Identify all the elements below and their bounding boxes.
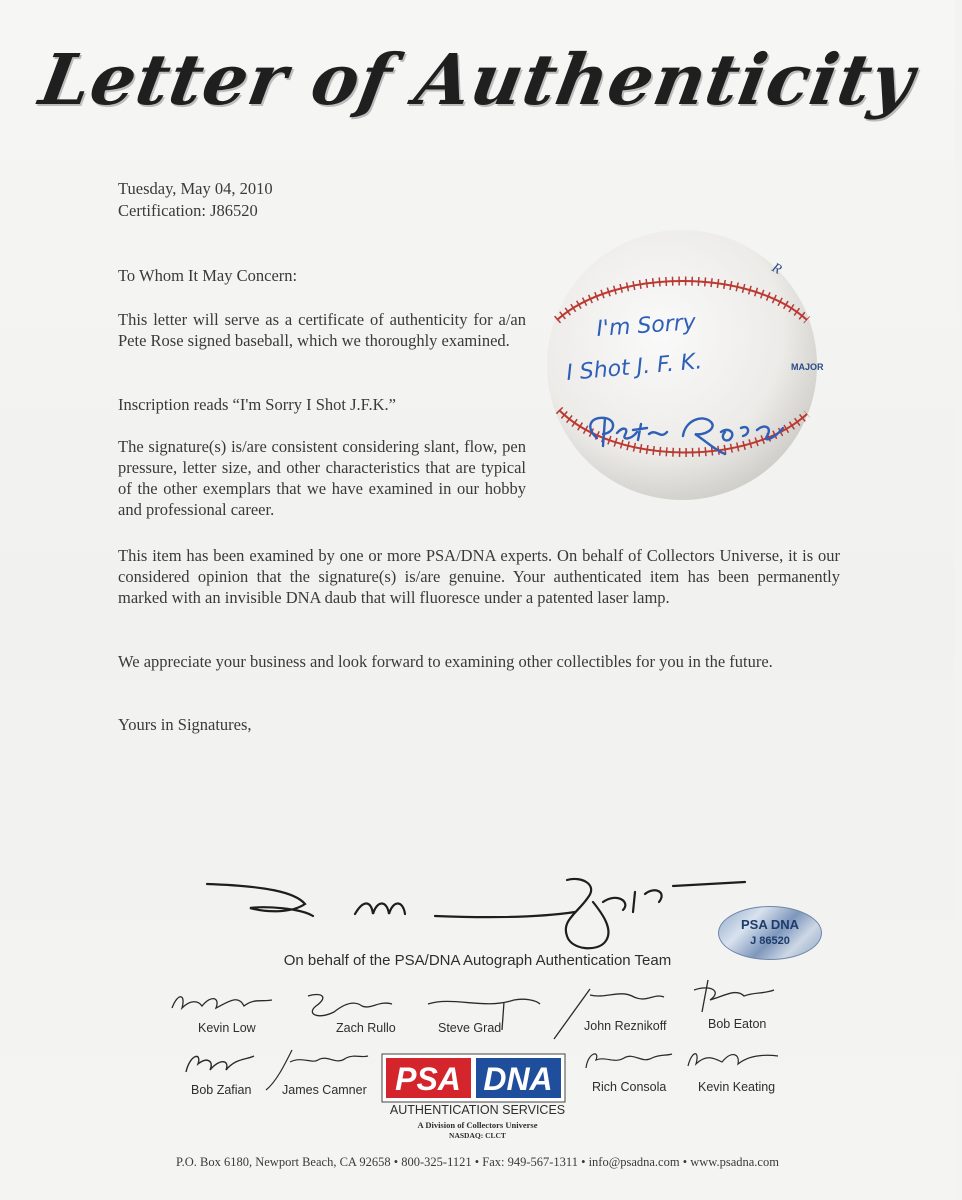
signatory-name: James Camner — [282, 1083, 367, 1097]
appreciation-paragraph: We appreciate your business and look forward to examining other collectibles for you in the future. — [118, 652, 773, 671]
signature-kevin-low — [168, 988, 278, 1018]
signatory-name: Kevin Low — [198, 1021, 256, 1035]
letter-title: Letter of Authenticity — [33, 38, 922, 121]
authentication-team-line: On behalf of the PSA/DNA Autograph Authentication Team — [283, 952, 672, 969]
logo-tagline: AUTHENTICATION SERVICES — [389, 1103, 566, 1117]
signature-zach-rullo — [300, 990, 400, 1024]
certification-number: Certification: J86520 — [118, 201, 258, 220]
signature-kevin-keating — [682, 1044, 782, 1074]
logo-psa-text: PSA — [395, 1061, 461, 1097]
ball-inscription-line2: I Shot J. F. K. — [565, 349, 704, 386]
logo-ticker: NASDAQ: CLCT — [449, 1131, 506, 1140]
signatory-name: Zach Rullo — [336, 1021, 396, 1035]
intro-paragraph: This letter will serve as a certificate of authenticity for a/an Pete Rose signed baseball, which we thoroughly examined. — [118, 310, 526, 350]
signature-analysis-paragraph: The signature(s) is/are consistent considering slant, flow, pen pressure, letter size, and other characteristics that are typical of the other exemplars that we have examined in our hobby and professional career. — [118, 437, 526, 519]
inscription-paragraph: Inscription reads “I'm Sorry I Shot J.F.K.” — [118, 395, 396, 414]
signature-john-reznikoff — [550, 983, 670, 1043]
letter-date: Tuesday, May 04, 2010 — [118, 179, 273, 198]
ball-logo-mark: R — [769, 260, 784, 278]
hologram-brand: PSA DNA — [740, 917, 800, 932]
main-authenticator-signature — [205, 872, 765, 962]
hologram-code: J 86520 — [750, 935, 790, 947]
signatory-name: Kevin Keating — [698, 1080, 776, 1094]
signatory-name: Bob Eaton — [708, 1017, 767, 1031]
footer-contact: P.O. Box 6180, Newport Beach, CA 92658 • 800-325-1121 • Fax: 949-567-1311 • info@psadna.com • www.psadna.com — [176, 1155, 779, 1169]
ball-league-text: MAJOR — [791, 362, 824, 372]
signature-bob-zafian — [180, 1048, 260, 1080]
logo-dna-text: DNA — [483, 1061, 553, 1097]
signatory-name: Steve Grad — [438, 1021, 502, 1035]
signatory-name: Rich Consola — [592, 1080, 667, 1094]
signature-bob-eaton — [688, 976, 778, 1018]
salutation: To Whom It May Concern: — [118, 266, 298, 285]
psa-dna-logo — [382, 1054, 565, 1102]
examination-paragraph: This item has been examined by one or more PSA/DNA experts. On behalf of Collectors Universe, it is our considered opinion that the signature(s) is/are genuine. Your authenticated item has been permanently marked with an invisible DNA daub that will fluoresce under a patented laser lamp. — [118, 546, 840, 607]
signature-rich-consola — [580, 1046, 675, 1076]
ball-inscription-line1: I'm Sorry — [595, 310, 697, 342]
signed-baseball-photo — [545, 228, 824, 503]
signatory-name: Bob Zafian — [191, 1083, 252, 1097]
closing-line: Yours in Signatures, — [118, 715, 252, 734]
logo-division: A Division of Collectors Universe — [417, 1120, 538, 1130]
signatory-name: John Reznikoff — [584, 1019, 667, 1033]
